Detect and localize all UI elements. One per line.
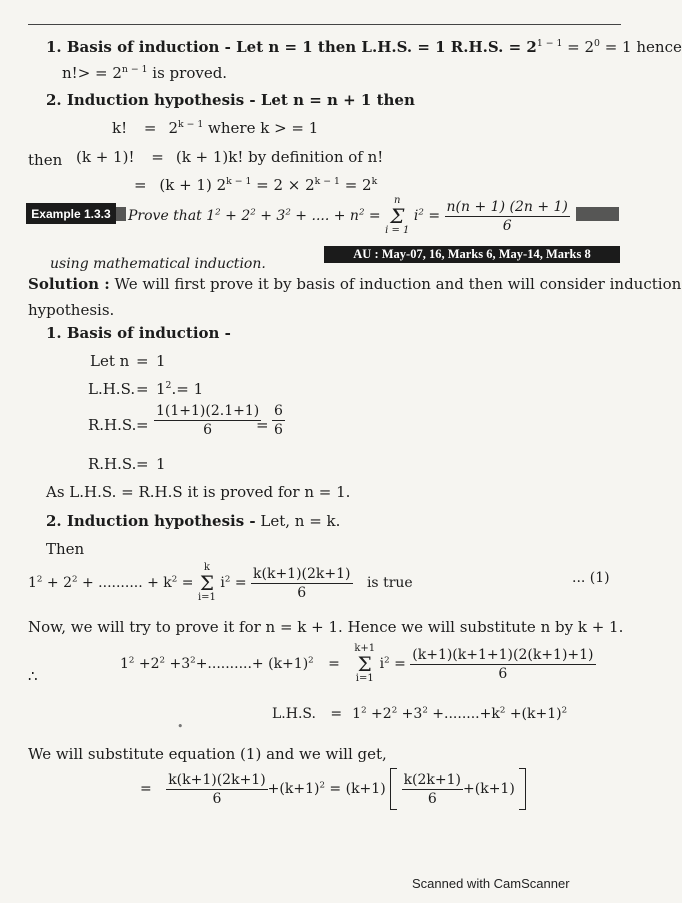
kfact-base: 2 bbox=[168, 119, 179, 137]
kfact-tail: where k > = 1 bbox=[203, 119, 319, 137]
hyp2-sum-top: k bbox=[203, 562, 210, 573]
cont-line bbox=[134, 178, 377, 193]
example-plus2: + 2 bbox=[220, 208, 251, 224]
basis2-rhs-den: 6 bbox=[203, 422, 213, 438]
substitute-inner-fraction bbox=[402, 773, 463, 806]
kfact-line bbox=[112, 121, 318, 136]
hyp2-equation bbox=[28, 563, 413, 603]
basis2-proved: As L.H.S. = R.H.S it is proved for n = 1. bbox=[46, 483, 351, 501]
cont-e3: k bbox=[371, 176, 378, 187]
basis2-lhs-label: L.H.S. bbox=[88, 380, 136, 398]
lhs-c: +3 bbox=[397, 706, 423, 722]
cont-c: = 2 bbox=[339, 176, 372, 194]
example-badge: Example 1.3.3 bbox=[26, 203, 116, 224]
top-rule bbox=[28, 24, 621, 25]
hyp2-one: 1 bbox=[28, 575, 37, 591]
lhs-label: L.H.S. bbox=[272, 706, 316, 722]
cont-b: = 2 × 2 bbox=[251, 176, 315, 194]
hyp2-is-true: is true bbox=[366, 575, 413, 591]
basis1-line2a: n!> = 2 bbox=[62, 64, 122, 82]
kfact-eq: = bbox=[143, 119, 157, 137]
example-fraction bbox=[445, 200, 570, 233]
hyp2-two: + 2 bbox=[42, 575, 72, 591]
now-sum-bot: i=1 bbox=[355, 673, 374, 684]
basis2-rhs2-eq: = bbox=[136, 455, 149, 473]
solution-text2: hypothesis. bbox=[28, 301, 115, 319]
example-prove: Prove that 1 bbox=[128, 208, 216, 224]
now-sq3: 2 bbox=[190, 655, 196, 666]
basis2-letn-eq: = bbox=[136, 352, 149, 370]
now-num: (k+1)(k+1+1)(2(k+1)+1) bbox=[412, 646, 594, 663]
now-sq4: 2 bbox=[308, 655, 314, 666]
hyp2-den: 6 bbox=[297, 584, 307, 601]
hyp2-fraction bbox=[251, 567, 352, 600]
basis2-rhs-eq: = bbox=[136, 416, 149, 434]
basis2-rhs-label: R.H.S. bbox=[88, 416, 137, 434]
now-sum-sym: Σ bbox=[357, 652, 372, 676]
hyp1-line: 2. Induction hypothesis - Let n = n + 1 then bbox=[46, 91, 415, 109]
hyp2-eq: = bbox=[177, 575, 198, 591]
now-lhs: 1 bbox=[120, 656, 129, 672]
cont-e2: k − 1 bbox=[314, 176, 340, 187]
basis1-line2 bbox=[62, 66, 227, 81]
now-p2: +2 bbox=[134, 656, 160, 672]
basis1-line2b: is proved. bbox=[147, 64, 228, 82]
example-dots: + .... + n bbox=[290, 208, 359, 224]
basis2-rhs-num: 1(1+1)(2.1+1) bbox=[156, 403, 260, 419]
lhs-sq2: 2 bbox=[391, 705, 398, 716]
basis2-rhs-frac-wrap bbox=[154, 404, 261, 437]
now-equation bbox=[120, 644, 596, 684]
now-tail: +..........+ (k+1) bbox=[195, 656, 309, 672]
now-sq2: 2 bbox=[159, 655, 166, 666]
hyp2-eqnum: ... (1) bbox=[572, 570, 610, 586]
substitute-inner-den: 6 bbox=[427, 790, 437, 807]
example-using: using mathematical induction. bbox=[50, 256, 266, 272]
example-sq5: 2 bbox=[418, 207, 424, 218]
hyp2-num: k(k+1)(2k+1) bbox=[253, 565, 351, 582]
hyp2-sq3: 2 bbox=[171, 574, 178, 585]
lhs-d: +........+k bbox=[427, 706, 500, 722]
now-den: 6 bbox=[498, 665, 508, 682]
now-eq: = bbox=[328, 656, 340, 672]
basis1-line2exp: n − 1 bbox=[121, 64, 148, 75]
hyp2-sigma bbox=[198, 563, 216, 603]
basis1-tail: = 1 hence bbox=[599, 38, 682, 56]
basis2-heading: 1. Basis of induction - bbox=[46, 324, 231, 342]
lhs-e: +(k+1) bbox=[505, 706, 562, 722]
now-eq2: = bbox=[389, 656, 411, 672]
kfact-lhs: k! bbox=[112, 119, 128, 137]
now-p3: +3 bbox=[165, 656, 191, 672]
solution-text1: We will first prove it by basis of induction and then will consider induction bbox=[109, 275, 682, 293]
basis2-rhs-eq2: = bbox=[256, 416, 269, 434]
basis2-rhs-den2: 6 bbox=[274, 422, 283, 438]
scanner-watermark: Scanned with CamScanner bbox=[412, 876, 570, 891]
basis2-rhs2-label: R.H.S. bbox=[88, 455, 137, 473]
now-sq1: 2 bbox=[128, 655, 135, 666]
hyp2-sq1: 2 bbox=[36, 574, 43, 585]
example-sum-bot: i = 1 bbox=[385, 225, 410, 236]
example-eq: = bbox=[364, 208, 386, 224]
example-sigma bbox=[385, 196, 409, 236]
hyp2-heading-line bbox=[46, 514, 340, 529]
cont-e1: k − 1 bbox=[226, 176, 252, 187]
now-fraction bbox=[410, 648, 595, 681]
example-frac-num: n(n + 1) (2n + 1) bbox=[446, 198, 568, 215]
lhs-b: +2 bbox=[366, 706, 392, 722]
hyp2-let: Let, n = k. bbox=[255, 512, 341, 530]
now-sq5: 2 bbox=[384, 655, 390, 666]
hyp2-then: Then bbox=[46, 540, 85, 558]
basis2-lhs-expr bbox=[156, 382, 203, 397]
lhs-sq1: 2 bbox=[361, 705, 367, 716]
substitute-eq2: = (k+1) bbox=[324, 781, 386, 797]
basis1-line1 bbox=[46, 40, 682, 55]
hyp2-heading: 2. Induction hypothesis - bbox=[46, 512, 256, 530]
kfact-exp: k − 1 bbox=[178, 119, 204, 130]
left-bracket bbox=[390, 768, 397, 810]
then-eq: = bbox=[151, 148, 164, 166]
basis2-rhs2-val: 1 bbox=[156, 455, 166, 473]
basis2-lhs-eq: = bbox=[136, 380, 149, 398]
lhs-sq5: 2 bbox=[561, 705, 568, 716]
basis1-text: 1. Basis of induction - Let n = 1 then L.H.S. = 1 R.H.S. = 2 bbox=[46, 38, 537, 56]
right-bracket bbox=[519, 768, 526, 810]
now-sigma bbox=[354, 644, 375, 684]
then-lhs: (k + 1)! bbox=[76, 148, 135, 166]
hyp2-sum-bot: i=1 bbox=[197, 592, 216, 603]
now-text: Now, we will try to prove it for n = k + 1. Hence we will substitute n by k + 1. bbox=[28, 618, 624, 636]
example-sq1: 2 bbox=[215, 207, 221, 218]
substitute-text: We will substitute equation (1) and we will get, bbox=[28, 745, 387, 763]
substitute-eq: = bbox=[140, 781, 152, 797]
basis1-exp2: 0 bbox=[594, 38, 600, 49]
example-frac-den: 6 bbox=[502, 217, 512, 234]
then-rhs: (k + 1)k! by definition of n! bbox=[175, 148, 384, 166]
substitute-inner-plus: +(k+1) bbox=[463, 781, 515, 797]
example-sq3: 2 bbox=[285, 207, 291, 218]
now-sum-top: k+1 bbox=[354, 643, 376, 654]
cont-eq: = bbox=[134, 176, 147, 194]
hyp2-eq2: = bbox=[230, 575, 252, 591]
then-label: then bbox=[28, 151, 63, 169]
hyp2-sum-sym: Σ bbox=[199, 571, 214, 595]
hyp2-term: i bbox=[220, 575, 225, 591]
then-line bbox=[76, 150, 383, 165]
basis2-rhs-frac2-wrap bbox=[272, 404, 285, 437]
basis2-letn-val: 1 bbox=[156, 352, 166, 370]
cont-a: (k + 1) 2 bbox=[159, 176, 227, 194]
basis2-lhs-val: 1 bbox=[156, 380, 166, 398]
substitute-plus: +(k+1) bbox=[267, 781, 320, 797]
substitute-fraction bbox=[166, 773, 267, 806]
solution-line1 bbox=[28, 277, 681, 292]
substitute-den: 6 bbox=[212, 790, 222, 807]
example-sq4: 2 bbox=[358, 207, 365, 218]
example-eq2: = bbox=[423, 208, 445, 224]
substitute-equation bbox=[140, 768, 526, 810]
example-sum-sym: Σ bbox=[390, 204, 405, 228]
basis2-lhs-sq: 2 bbox=[165, 380, 172, 391]
substitute-inner-num: k(2k+1) bbox=[403, 771, 462, 788]
example-sum-top: n bbox=[394, 195, 401, 206]
lhs-line bbox=[272, 707, 567, 721]
hyp2-sq4: 2 bbox=[224, 574, 231, 585]
hyp2-dots: + .......... + k bbox=[77, 575, 172, 591]
lhs-a: 1 bbox=[352, 706, 362, 722]
solution-label: Solution : bbox=[28, 275, 110, 293]
basis2-rhs-num2: 6 bbox=[274, 403, 283, 419]
substitute-sq: 2 bbox=[319, 780, 325, 791]
lhs-sq4: 2 bbox=[499, 705, 506, 716]
lhs-sq3: 2 bbox=[422, 705, 428, 716]
basis1-exp1: 1 − 1 bbox=[536, 38, 563, 49]
substitute-num: k(k+1)(2k+1) bbox=[168, 771, 266, 788]
example-plus3: + 3 bbox=[255, 208, 286, 224]
basis2-rhs-frac2 bbox=[272, 404, 285, 437]
au-badge: AU : May-07, 16, Marks 6, May-14, Marks 8 bbox=[324, 246, 620, 263]
basis2-rhs-frac bbox=[154, 404, 261, 437]
therefore-symbol: ∴ bbox=[28, 667, 38, 685]
ink-mark: • bbox=[177, 720, 184, 733]
lhs-eq: = bbox=[330, 706, 343, 722]
basis1-mid: = 2 bbox=[562, 38, 595, 56]
now-term: i bbox=[379, 656, 385, 672]
example-sq2: 2 bbox=[250, 207, 256, 218]
example-sum-term: i bbox=[413, 208, 419, 224]
example-statement bbox=[126, 196, 576, 238]
basis2-lhs-tail: .= 1 bbox=[171, 380, 204, 398]
hyp2-sq2: 2 bbox=[72, 574, 78, 585]
basis2-letn: Let n bbox=[90, 352, 130, 370]
